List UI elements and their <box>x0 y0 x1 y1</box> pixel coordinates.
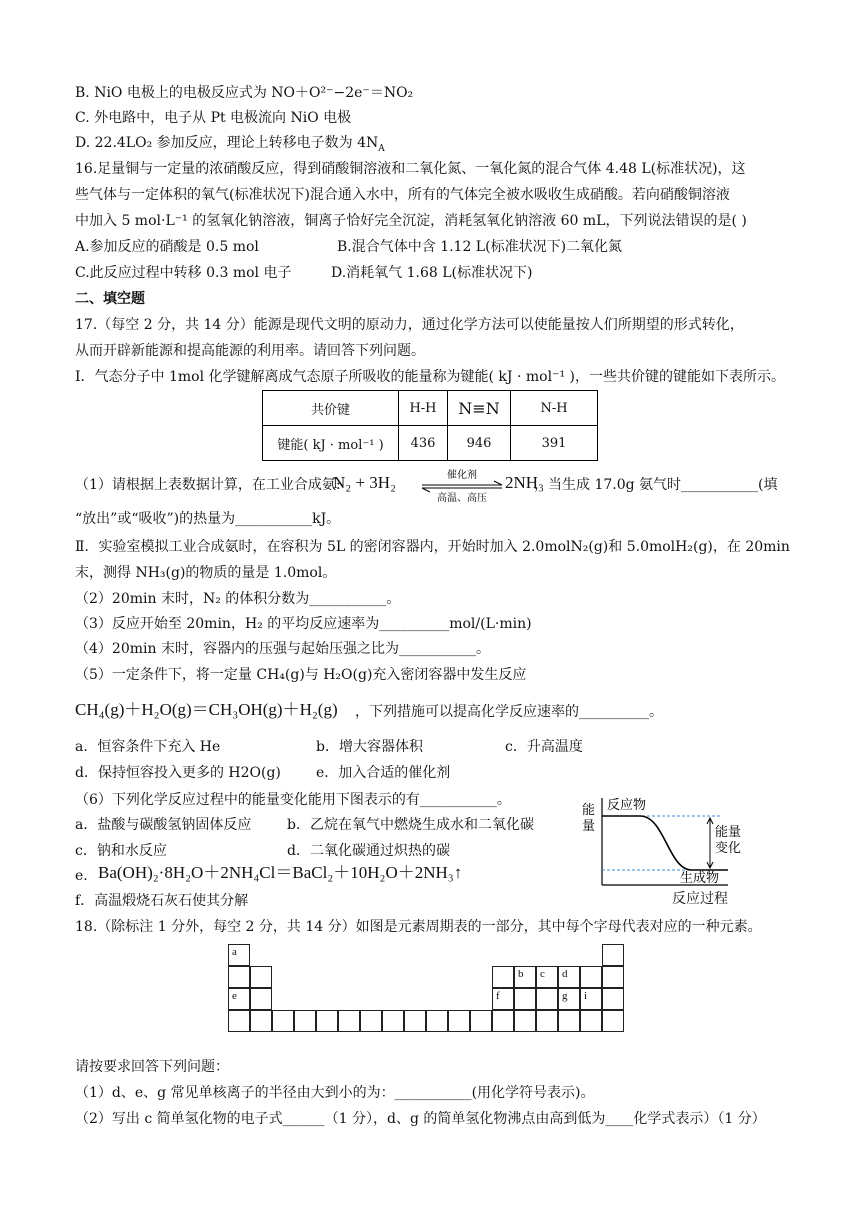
bond-energy-table <box>262 390 598 461</box>
q16-line-1: 16.足量铜与一定量的浓硝酸反应，得到硝酸铜溶液和二氧化氮、一氧化氮的混合气体 4.48 L(标准状况)，这 <box>75 161 746 177</box>
energy-change-label-2: 变化 <box>715 841 742 856</box>
element-cell <box>426 1010 448 1032</box>
element-cell <box>272 1010 294 1032</box>
q17-q6-option-e-equation: Ba(OH)₂·8H₂O＋2NH₄Cl＝BaCl₂＋10H₂O＋2NH₃↑ <box>98 863 463 882</box>
q17-q2: （2）20min 末时，N₂ 的体积分数为___________。 <box>75 591 401 607</box>
element-cell-c: c <box>536 966 558 988</box>
table-header-energy: 键能( kJ · mol⁻¹ ) <box>263 426 399 461</box>
element-cell <box>580 966 602 988</box>
element-cell <box>536 988 558 1010</box>
option-c-q15: C. 外电路中，电子从 Pt 电极流向 NiO 电极 <box>75 110 352 126</box>
y-axis-label-1: 能 <box>582 803 596 818</box>
q16-option-b: B.混合气体中含 1.12 L(标准状况下)二氧化氮 <box>337 239 623 255</box>
energy-change-label-1: 能量 <box>715 825 742 840</box>
element-cell <box>602 944 624 966</box>
element-cell <box>228 966 250 988</box>
table-cell-energy: 436 <box>399 426 448 461</box>
element-cell <box>250 988 272 1010</box>
q17-q6-option-b: b．乙烷在氧气中燃烧生成水和二氧化碳 <box>287 817 534 833</box>
element-cell <box>602 966 624 988</box>
element-cell-f: f <box>492 988 514 1010</box>
q18-q2: （2）写出 c 简单氢化物的电子式______（1 分），d、g 的简单氢化物沸点由高到低为____化学式表示）（1 分） <box>75 1111 766 1127</box>
element-cell <box>294 1010 316 1032</box>
element-cell <box>558 1010 580 1032</box>
q17-q5-equation: CH₄(g)＋H₂O(g)＝CH₃OH(g)＋H₂(g) <box>75 700 338 719</box>
q16-option-d: D.消耗氧气 1.68 L(标准状况下) <box>331 265 533 281</box>
element-cell <box>448 1010 470 1032</box>
synthesis-arrow <box>418 465 506 505</box>
element-cell <box>514 1010 536 1032</box>
q17-line-2: 从而开辟新能源和提高能源的利用率。请回答下列问题。 <box>75 343 425 359</box>
q17-part-2-line-2: 末，测得 NH₃(g)的物质的量是 1.0mol。 <box>75 565 337 581</box>
table-header-bond: 共价键 <box>263 391 399 426</box>
catalyst-label: 催化剂 <box>447 470 477 481</box>
element-cell <box>404 1010 426 1032</box>
element-cell <box>580 1010 602 1032</box>
reactant-label: 反应物 <box>607 798 647 813</box>
element-cell-d: d <box>558 966 580 988</box>
option-d-q15: D. 22.4LO₂ 参加反应，理论上转移电子数为 $4N_A$ <box>75 135 385 154</box>
synthesis-right: 2NH₃ <box>505 473 544 492</box>
section-title: 二、填空题 <box>75 291 145 307</box>
q17-q4: （4）20min 末时，容器内的压强与起始压强之比为___________。 <box>75 641 490 657</box>
q17-q6-option-a: a．盐酸与碳酸氢钠固体反应 <box>75 817 252 833</box>
q17-part-1: I．气态分子中 1mol 化学键解离成气态原子所吸收的能量称为键能( kJ · mol⁻¹ )，一些共价键的键能如下表所示。 <box>75 369 785 385</box>
element-cell <box>382 1010 404 1032</box>
q17-part-2-line-1: Ⅱ．实验室模拟工业合成氨时，在容积为 5L 的密闭容器内，开始时加入 2.0molN₂(g)和 5.0molH₂(g)，在 20min <box>75 539 790 555</box>
q17-q1-text-a: （1）请根据上表数据计算，在工业合成氨: <box>75 477 341 493</box>
q17-q1-text-b: ，当生成 17.0g 氨气时___________(填 <box>534 477 778 493</box>
q17-q6-option-f: f．高温煅烧石灰石使其分解 <box>75 893 249 909</box>
table-cell-bond: H-H <box>399 391 448 426</box>
q17-q1-text-c: “放出”或“吸收”)的热量为___________kJ。 <box>75 511 341 527</box>
element-cell <box>360 1010 382 1032</box>
q18-line-1: 18.（除标注 1 分外，每空 2 分，共 14 分）如图是元素周期表的一部分，其中每个字母代表对应的一种元素。 <box>75 919 762 935</box>
table-cell-energy: 946 <box>448 426 511 461</box>
condition-label: 高温、高压 <box>437 493 487 504</box>
table-cell-bond: N≡N <box>448 391 511 426</box>
element-cell <box>514 988 536 1010</box>
q17-q5-option-d: d．保持恒容投入更多的 H2O(g) <box>75 765 281 781</box>
element-cell <box>470 1010 492 1032</box>
q16-option-c: C.此反应过程中转移 0.3 mol 电子 <box>75 265 292 281</box>
energy-diagram <box>580 796 790 891</box>
q17-q5-text: ，下列措施可以提高化学反应速率的__________。 <box>355 704 663 720</box>
element-cell <box>250 966 272 988</box>
q17-q5-option-b: b．增大容器体积 <box>316 739 423 755</box>
element-cell <box>536 1010 558 1032</box>
y-axis-label-2: 量 <box>582 819 596 834</box>
element-cell <box>316 1010 338 1032</box>
table-cell-energy: 391 <box>511 426 598 461</box>
element-cell-e: e <box>228 988 250 1010</box>
element-cell <box>602 988 624 1010</box>
q17-q5-option-a: a．恒容条件下充入 He <box>75 739 221 755</box>
q17-q6: （6）下列化学反应过程中的能量变化能用下图表示的有___________。 <box>75 792 511 808</box>
element-cell <box>228 1010 250 1032</box>
q17-q6-option-e-label: e. <box>75 868 88 884</box>
q17-q6-option-c: c．钠和水反应 <box>75 843 167 859</box>
q17-q5-option-e: e．加入合适的催化剂 <box>316 765 451 781</box>
q17-q6-option-d: d．二氧化碳通过炽热的碳 <box>287 843 450 859</box>
element-cell <box>492 1010 514 1032</box>
q17-q5: （5）一定条件下，将一定量 CH₄(g)与 H₂O(g)充入密闭容器中发生反应 <box>75 667 527 683</box>
q16-line-3: 中加入 5 mol·L⁻¹ 的氢氧化钠溶液，铜离子恰好完全沉淀，消耗氢氧化钠溶液 60 mL，下列说法错误的是( ) <box>75 213 747 229</box>
synthesis-left: N₂ + 3H₂ <box>333 473 396 492</box>
q16-option-a: A.参加反应的硝酸是 0.5 mol <box>75 239 259 255</box>
x-axis-label-text: 反应过程 <box>672 891 728 907</box>
product-label: 生成物 <box>680 871 720 886</box>
energy-curve <box>602 816 728 870</box>
element-cell <box>250 1010 272 1032</box>
q17-q5-option-c: c．升高温度 <box>505 739 583 755</box>
element-cell <box>602 1010 624 1032</box>
q18-q1: （1）d、e、g 常见单核离子的半径由大到小的为：___________(用化学符号表示)。 <box>75 1085 595 1101</box>
element-cell-a: a <box>228 944 250 966</box>
q17-line-1: 17.（每空 2 分，共 14 分）能源是现代文明的原动力，通过化学方法可以使能量按人们所期望的形式转化， <box>75 317 744 333</box>
q18-ask: 请按要求回答下列问题： <box>75 1059 229 1075</box>
option-b-q15: B. NiO 电极上的电极反应式为 NO＋O²⁻−2e⁻＝NO₂ <box>75 85 414 101</box>
element-cell-g: g <box>558 988 580 1010</box>
element-cell <box>338 1010 360 1032</box>
q17-q3: （3）反应开始至 20min，H₂ 的平均反应速率为__________mol/(L·min) <box>75 616 532 632</box>
table-cell-bond: N-H <box>511 391 598 426</box>
q16-line-2: 些气体与一定体积的氧气(标准状况下)混合通入水中，所有的气体完全被水吸收生成硝酸。若向硝酸铜溶液 <box>75 187 730 203</box>
element-cell-b: b <box>514 966 536 988</box>
element-cell-i: i <box>580 988 602 1010</box>
element-cell <box>492 966 514 988</box>
